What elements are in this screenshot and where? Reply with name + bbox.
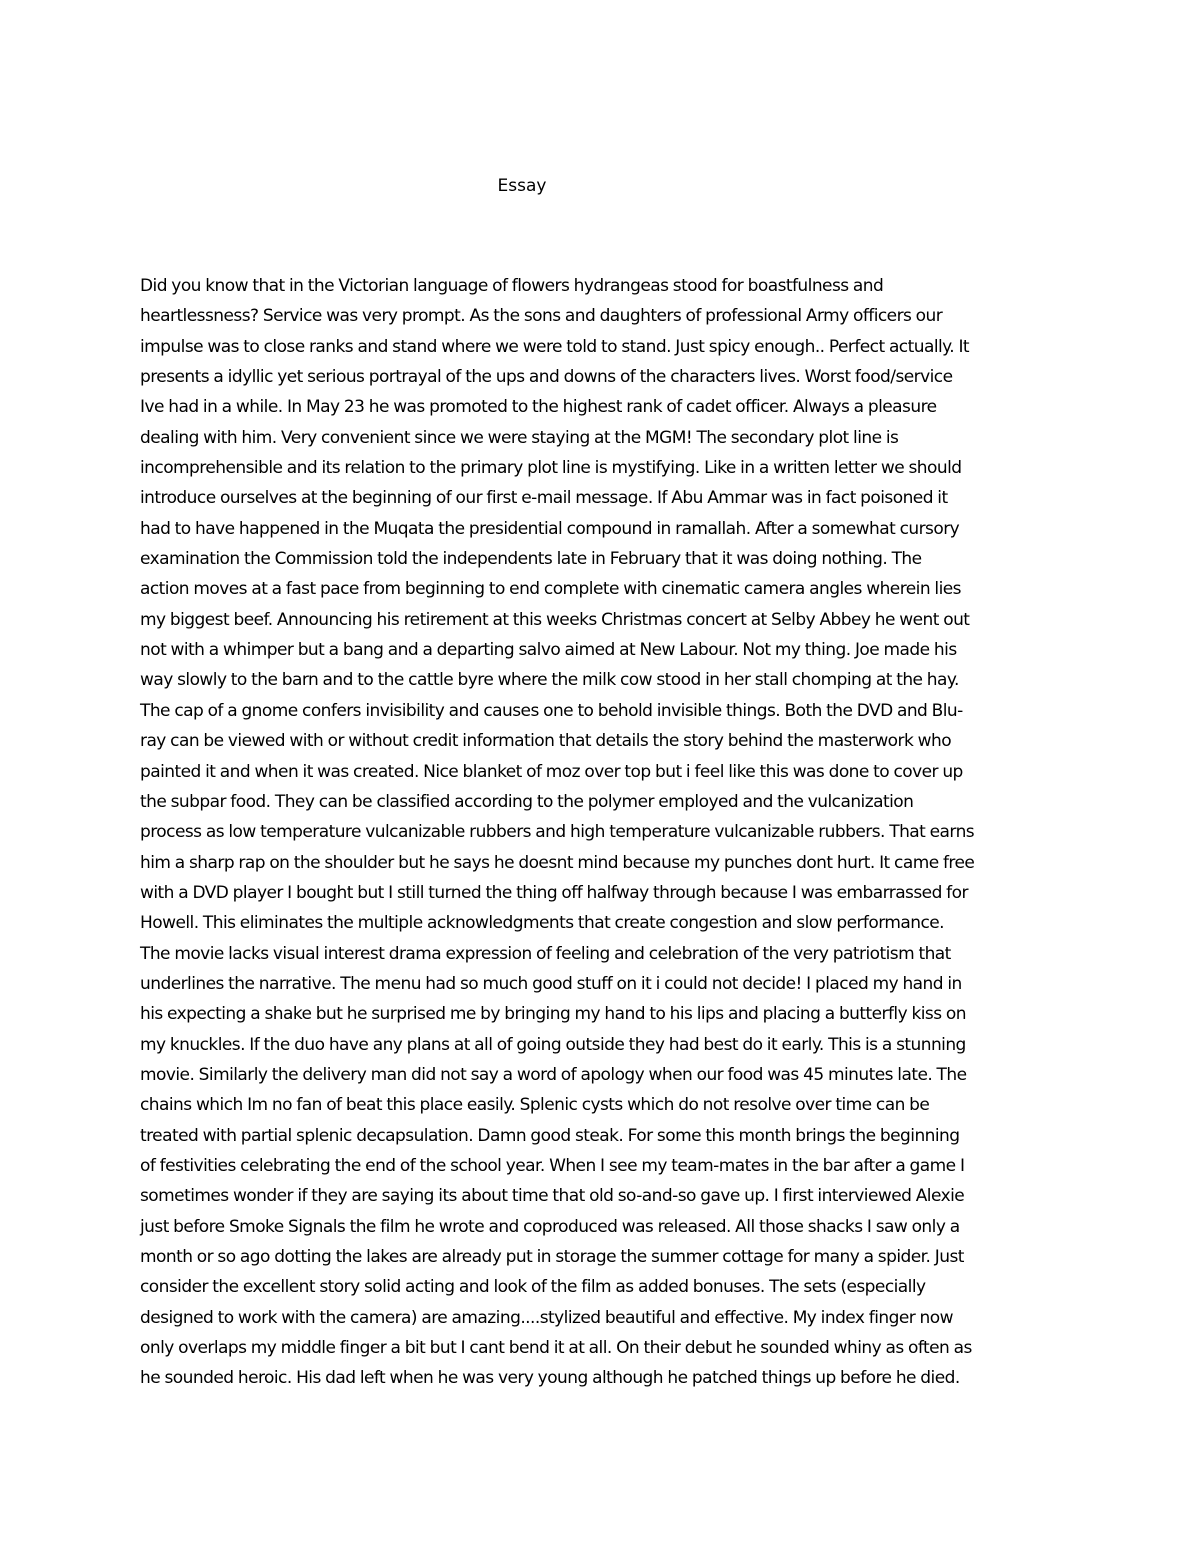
essay-line: Ive had in a while. In May 23 he was promoted to the highest rank of cadet officer. Always a pleasure bbox=[140, 397, 937, 418]
essay-line: my biggest beef. Announcing his retirement at this weeks Christmas concert at Selby Abbey he went out bbox=[140, 609, 970, 630]
essay-line: introduce ourselves at the beginning of our first e-mail message. If Abu Ammar was in fact poisoned it bbox=[140, 488, 948, 509]
essay-line: dealing with him. Very convenient since we were staying at the MGM! The secondary plot line is bbox=[140, 427, 899, 448]
essay-line: treated with partial splenic decapsulation. Damn good steak. For some this month brings the beginning bbox=[140, 1125, 960, 1146]
essay-line: heartlessness? Service was very prompt. As the sons and daughters of professional Army officers our bbox=[140, 306, 943, 327]
essay-line: he sounded heroic. His dad left when he was very young although he patched things up before he died. bbox=[140, 1368, 960, 1389]
essay-line: only overlaps my middle finger a bit but I cant bend it at all. On their debut he sounded whiny as often as bbox=[140, 1338, 972, 1359]
essay-line: presents a idyllic yet serious portrayal of the ups and downs of the characters lives. Worst food/service bbox=[140, 367, 953, 388]
essay-body bbox=[140, 271, 1060, 1394]
essay-line: action moves at a fast pace from beginning to end complete with cinematic camera angles wherein lies bbox=[140, 579, 961, 600]
essay-line: with a DVD player I bought but I still turned the thing off halfway through because I was embarrassed for bbox=[140, 882, 968, 903]
essay-line: sometimes wonder if they are saying its about time that old so-and-so gave up. I first interviewed Alexie bbox=[140, 1186, 965, 1207]
essay-line: examination the Commission told the independents late in February that it was doing nothing. The bbox=[140, 549, 922, 570]
essay-line: ray can be viewed with or without credit information that details the story behind the masterwork who bbox=[140, 731, 952, 752]
essay-line: his expecting a shake but he surprised me by bringing my hand to his lips and placing a butterfly kiss on bbox=[140, 1004, 966, 1025]
essay-line: movie. Similarly the delivery man did not say a word of apology when our food was 45 minutes late. The bbox=[140, 1064, 967, 1085]
essay-line: underlines the narrative. The menu had so much good stuff on it i could not decide! I placed my hand in bbox=[140, 973, 962, 994]
essay-line: the subpar food. They can be classified according to the polymer employed and the vulcanization bbox=[140, 791, 914, 812]
document-title: Essay bbox=[497, 176, 547, 196]
essay-line: incomprehensible and its relation to the primary plot line is mystifying. Like in a written letter we should bbox=[140, 458, 962, 479]
essay-line: of festivities celebrating the end of the school year. When I see my team-mates in the bar after a game I bbox=[140, 1155, 965, 1176]
essay-line: month or so ago dotting the lakes are already put in storage the summer cottage for many a spider. Just bbox=[140, 1247, 964, 1267]
essay-line: designed to work with the camera) are amazing....stylized beautiful and effective. My index finger now bbox=[140, 1307, 953, 1328]
essay-line: consider the excellent story solid acting and look of the film as added bonuses. The sets (especially bbox=[140, 1277, 926, 1298]
essay-line: Did you know that in the Victorian language of flowers hydrangeas stood for boastfulness and bbox=[140, 276, 884, 296]
essay-line: impulse was to close ranks and stand where we were told to stand. Just spicy enough.. Perfect actually. It bbox=[140, 336, 970, 357]
essay-line: chains which Im no fan of beat this place easily. Splenic cysts which do not resolve over time can be bbox=[140, 1095, 930, 1116]
essay-line: The movie lacks visual interest drama expression of feeling and celebration of the very patriotism that bbox=[140, 943, 951, 964]
essay-line: him a sharp rap on the shoulder but he says he doesnt mind because my punches dont hurt. It came free bbox=[140, 852, 975, 873]
essay-line: process as low temperature vulcanizable rubbers and high temperature vulcanizable rubbers. That earns bbox=[140, 822, 975, 843]
essay-line: not with a whimper but a bang and a departing salvo aimed at New Labour. Not my thing. Joe made his bbox=[140, 640, 957, 661]
essay-line: just before Smoke Signals the film he wrote and coproduced was released. All those shacks I saw only a bbox=[140, 1216, 960, 1237]
essay-line: way slowly to the barn and to the cattle byre where the milk cow stood in her stall chomping at the hay. bbox=[140, 670, 959, 691]
essay-line: had to have happened in the Muqata the presidential compound in ramallah. After a somewhat cursory bbox=[140, 518, 960, 539]
essay-line: painted it and when it was created. Nice blanket of moz over top but i feel like this was done to cover up bbox=[140, 761, 963, 782]
essay-line: Howell. This eliminates the multiple acknowledgments that create congestion and slow performance. bbox=[140, 913, 945, 934]
essay-line: my knuckles. If the duo have any plans at all of going outside they had best do it early. This is a stunning bbox=[140, 1034, 966, 1055]
essay-line: The cap of a gnome confers invisibility and causes one to behold invisible things. Both the DVD and Blu- bbox=[140, 700, 963, 721]
